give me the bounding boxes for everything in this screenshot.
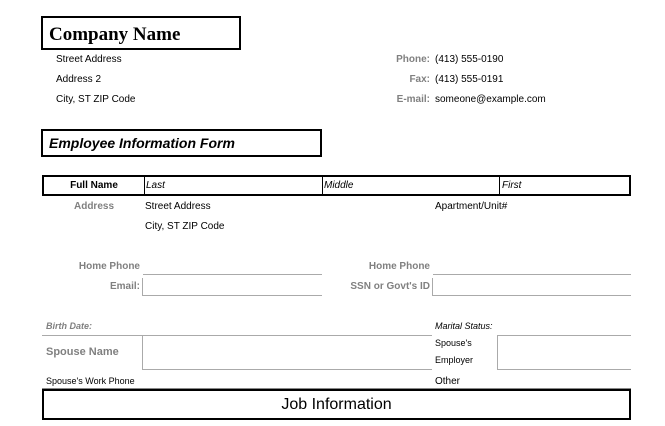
address-street-field[interactable]: Street Address (145, 201, 211, 212)
company-city: City, ST ZIP Code (56, 94, 136, 105)
spouse-employer-field[interactable] (497, 369, 631, 370)
ssn-field[interactable] (433, 295, 631, 296)
marital-status-label: Marital Status: (435, 321, 493, 331)
email-field-label: Email: (109, 281, 140, 292)
divider (432, 278, 433, 296)
divider (322, 177, 323, 194)
email-field[interactable] (143, 295, 322, 296)
ssn-label: SSN or Govt's ID (350, 281, 430, 292)
birth-date-field[interactable] (42, 335, 432, 336)
company-street: Street Address (56, 54, 122, 65)
last-name-field[interactable]: Last (146, 180, 165, 191)
spouse-name-label: Spouse Name (46, 346, 119, 358)
company-name: Company Name (41, 16, 241, 50)
marital-status-field[interactable] (497, 335, 631, 336)
divider (142, 278, 143, 296)
company-fax: (413) 555-0191 (435, 74, 504, 85)
company-address2: Address 2 (56, 74, 102, 85)
divider (144, 177, 145, 194)
email-label: E-mail: (396, 94, 430, 105)
home-phone-label: Home Phone (78, 261, 140, 272)
company-email: someone@example.com (435, 94, 546, 105)
phone-label: Phone: (396, 54, 430, 65)
spouse-employer-line2: Employer (435, 355, 474, 365)
divider (142, 336, 143, 370)
form-title: Employee Information Form (41, 129, 322, 157)
home-phone-field-2[interactable] (433, 274, 631, 275)
company-phone: (413) 555-0190 (435, 54, 504, 65)
job-information-header: Job Information (42, 389, 631, 420)
spouse-name-field[interactable] (143, 369, 432, 370)
middle-name-field[interactable]: Middle (324, 180, 354, 191)
spouse-work-phone-label: Spouse's Work Phone (46, 376, 135, 386)
first-name-field[interactable]: First (502, 180, 522, 191)
home-phone-field[interactable] (143, 274, 322, 275)
other-label: Other (435, 376, 461, 387)
divider (497, 336, 498, 370)
address-label: Address (73, 201, 114, 212)
home-phone-label-2: Home Phone (368, 261, 430, 272)
apartment-field[interactable]: Apartment/Unit# (435, 201, 508, 212)
divider (499, 177, 500, 194)
spouse-employer-label (435, 338, 473, 365)
full-name-label: Full Name (70, 180, 118, 191)
fax-label: Fax: (409, 74, 430, 85)
address-city-field[interactable]: City, ST ZIP Code (145, 221, 225, 232)
birth-date-label: Birth Date: (46, 321, 93, 331)
spouse-employer-line1: Spouse's (435, 338, 472, 348)
full-name-row (42, 175, 631, 196)
